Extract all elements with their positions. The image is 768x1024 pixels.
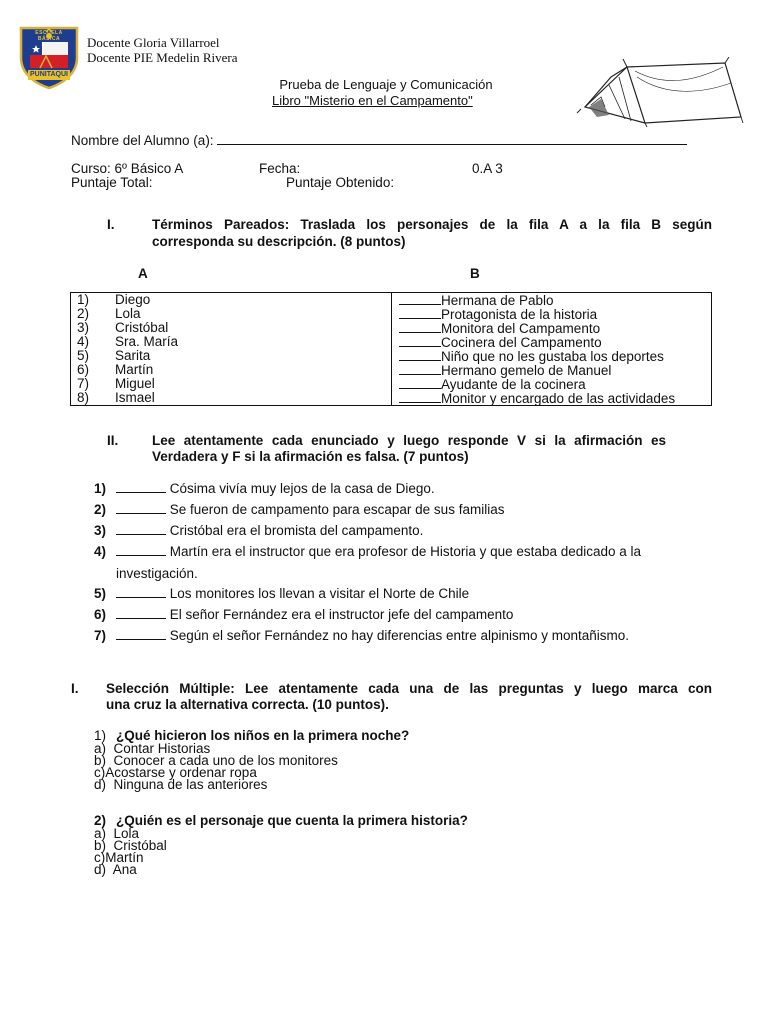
b-answer-blank[interactable] bbox=[399, 377, 441, 389]
a-item: 3) Cristóbal bbox=[77, 320, 169, 335]
section-1-numeral: I. bbox=[107, 217, 115, 232]
a-item: 5) Sarita bbox=[77, 348, 151, 363]
b-answer-blank[interactable] bbox=[399, 391, 441, 403]
a-item: 7) Miguel bbox=[77, 376, 155, 391]
tf-answer-blank[interactable] bbox=[116, 502, 166, 514]
b-item: Protagonista de la historia bbox=[399, 307, 597, 321]
mc-option[interactable]: c)Martín bbox=[94, 850, 144, 865]
column-a-header: A bbox=[138, 266, 148, 281]
b-item: Monitor y encargado de las actividades bbox=[399, 391, 675, 405]
mc-option[interactable]: c)Acostarse y ordenar ropa bbox=[94, 765, 257, 780]
b-item: Niño que no les gustaba los deportes bbox=[399, 349, 664, 363]
book-title: Libro "Misterio en el Campamento" bbox=[272, 93, 473, 108]
mc-option[interactable]: b) Conocer a cada uno de los monitores bbox=[94, 753, 338, 768]
a-item: 1) Diego bbox=[77, 292, 151, 307]
b-answer-blank[interactable] bbox=[399, 321, 441, 333]
student-name-line bbox=[71, 133, 687, 148]
section-3-instruction-line1: Selección Múltiple: Lee atentamente cada una de las preguntas y luego marca con bbox=[106, 681, 712, 696]
tf-item-continuation: investigación. bbox=[116, 566, 198, 581]
section-3-instruction-line2: una cruz la alternativa correcta. (10 puntos). bbox=[106, 697, 389, 712]
course-code: 0.A 3 bbox=[472, 161, 503, 176]
section-1-instruction-line1: Términos Pareados: Traslada los personajes de la fila A a la fila B según bbox=[152, 217, 712, 232]
mc-option[interactable]: a) Lola bbox=[94, 826, 140, 841]
tf-item: 6) El señor Fernández era el instructor jefe del campamento bbox=[94, 607, 514, 622]
obtained-score-label: Puntaje Obtenido: bbox=[286, 175, 395, 190]
tf-answer-blank[interactable] bbox=[116, 523, 166, 535]
mc-option[interactable]: a) Contar Historias bbox=[94, 741, 211, 756]
course-label: Curso: 6º Básico A bbox=[71, 161, 184, 176]
table-divider bbox=[391, 293, 392, 405]
mc-question: 2) ¿Quién es el personaje que cuenta la primera historia? bbox=[94, 813, 468, 828]
logo-bottom-text: PUNITAQUI bbox=[30, 71, 68, 78]
b-item: Cocinera del Campamento bbox=[399, 335, 602, 349]
logo-top-text: ESCUELA BÁSICA bbox=[35, 30, 63, 42]
matching-table bbox=[70, 292, 712, 406]
b-answer-blank[interactable] bbox=[399, 349, 441, 361]
b-answer-blank[interactable] bbox=[399, 335, 441, 347]
a-item: 4) Sra. María bbox=[77, 334, 179, 349]
mc-option[interactable]: b) Cristóbal bbox=[94, 838, 167, 853]
tf-item: 5) Los monitores los llevan a visitar el Norte de Chile bbox=[94, 586, 470, 601]
tf-answer-blank[interactable] bbox=[116, 628, 166, 640]
b-item: Monitora del Campamento bbox=[399, 321, 600, 335]
b-item: Hermano gemelo de Manuel bbox=[399, 363, 611, 377]
b-answer-blank[interactable] bbox=[399, 363, 441, 375]
a-item: 6) Martín bbox=[77, 362, 154, 377]
a-item: 2) Lola bbox=[77, 306, 141, 321]
tf-answer-blank[interactable] bbox=[116, 586, 166, 598]
mc-option[interactable]: d) Ninguna de las anteriores bbox=[94, 777, 268, 792]
b-item: Ayudante de la cocinera bbox=[399, 377, 586, 391]
date-label: Fecha: bbox=[259, 161, 301, 176]
tf-answer-blank[interactable] bbox=[116, 544, 166, 556]
mc-question: 1) ¿Qué hicieron los niños en la primera noche? bbox=[94, 728, 410, 743]
section-2-numeral: II. bbox=[107, 433, 119, 448]
teacher-name-2: Docente PIE Medelin Rivera bbox=[87, 50, 238, 65]
b-item: Hermana de Pablo bbox=[399, 293, 554, 307]
tent-illustration bbox=[575, 57, 745, 129]
teacher-name-1: Docente Gloria Villarroel bbox=[87, 35, 220, 50]
tf-item: 3) Cristóbal era el bromista del campamento. bbox=[94, 523, 424, 538]
tf-answer-blank[interactable] bbox=[116, 607, 166, 619]
student-name-field[interactable] bbox=[217, 133, 687, 145]
tf-item: 2) Se fueron de campamento para escapar de sus familias bbox=[94, 502, 505, 517]
tf-item: 7) Según el señor Fernández no hay diferencias entre alpinismo y montañismo. bbox=[94, 628, 630, 643]
mc-option[interactable]: d) Ana bbox=[94, 862, 137, 877]
test-title: Prueba de Lenguaje y Comunicación bbox=[279, 77, 493, 92]
section-1-instruction-line2: corresponda su descripción. (8 puntos) bbox=[152, 234, 406, 249]
tf-item: 4) Martín era el instructor que era profesor de Historia y que estaba dedicado a la bbox=[94, 544, 642, 559]
column-b-header: B bbox=[470, 266, 480, 281]
section-3-numeral: I. bbox=[71, 681, 79, 696]
section-2-instruction-line1: Lee atentamente cada enunciado y luego responde V si la afirmación es bbox=[152, 433, 666, 448]
tf-answer-blank[interactable] bbox=[116, 481, 166, 493]
tf-item: 1) Cósima vivía muy lejos de la casa de Diego. bbox=[94, 481, 435, 496]
b-answer-blank[interactable] bbox=[399, 293, 441, 305]
section-2-instruction-line2: Verdadera y F si la afirmación es falsa. (7 puntos) bbox=[152, 449, 469, 464]
total-score-label: Puntaje Total: bbox=[71, 175, 153, 190]
a-item: 8) Ismael bbox=[77, 390, 155, 405]
b-answer-blank[interactable] bbox=[399, 307, 441, 319]
student-name-label: Nombre del Alumno (a): bbox=[71, 133, 218, 148]
